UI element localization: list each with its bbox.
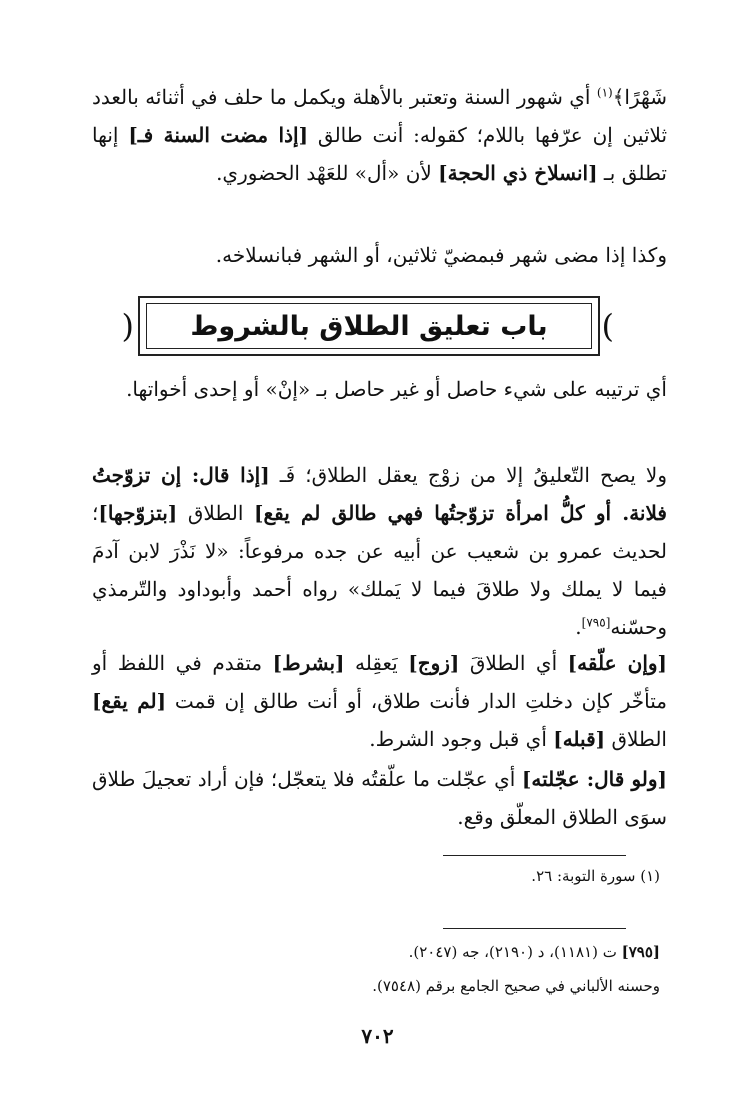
footnote-divider-2 <box>443 928 626 929</box>
paragraph-5-text-d: الطلاق <box>605 727 667 751</box>
paragraph-2: وكذا إذا مضى شهر فبمضيّ ثلاثين، أو الشهر فبانسلاخه. <box>215 243 667 267</box>
matn-phrase-1: [إذا مضت السنة فـ] <box>128 123 309 147</box>
paragraph-5 <box>92 644 667 758</box>
ornament-left: ( <box>121 307 134 345</box>
footnote-3: وحسنه الألباني في صحيح الجامع برقم (٧٥٤٨). <box>372 977 660 995</box>
ornament-right: ) <box>601 307 614 345</box>
matn-phrase-4: [بتزوّجها] <box>98 501 178 525</box>
paragraph-6-text: أي عجّلت ما علّقتُه فلا يتعجّل؛ فإن أراد تعجيلَ طلاق سوَى الطلاق المعلّق وقع. <box>92 767 667 829</box>
chapter-title: باب تعليق الطلاق بالشروط <box>190 310 548 342</box>
page-number: ٧٠٢ <box>361 1024 394 1048</box>
hadith-reference-marker[interactable]: [٧٩٥] <box>581 615 611 630</box>
chapter-title-frame <box>121 296 614 356</box>
footnote-divider-1 <box>443 855 626 856</box>
paragraph-6 <box>92 760 667 836</box>
footnote-2-text: ت (١١٨١)، د (٢١٩٠)، جه (٢٠٤٧). <box>408 943 622 961</box>
matn-phrase-6: [زوج] <box>408 651 460 675</box>
paragraph-5-text-b: يَعقِله <box>344 651 409 675</box>
footnote-2 <box>409 940 660 964</box>
footnote-2-ref: [٧٩٥] <box>621 943 660 961</box>
footnote-marker-1[interactable]: (١) <box>596 85 613 100</box>
matn-phrase-8: [لم يقع] <box>92 689 167 713</box>
matn-phrase-7: [بشرط] <box>272 651 345 675</box>
matn-phrase-10: [ولو قال: عجّلته] <box>521 767 667 791</box>
matn-phrase-3: [إذا قال: إن تزوّجتُ فلانة. أو كلُّ امرأة تزوّجتُها فهي طالق لم يقع] <box>92 463 667 525</box>
paragraph-4-text-b: الطلاق <box>177 501 254 525</box>
quran-fragment: شَهْرًا﴾ <box>612 85 667 109</box>
paragraph-5-text-a: أي الطلاقَ <box>459 651 568 675</box>
paragraph-5-text-e: أي قبل وجود الشرط. <box>369 727 554 751</box>
paragraph-5-text-c: متقدم في اللفظ أو متأخّر كإن دخلتِ الدار فأنت طلاق، أو أنت طالق إن قمت <box>92 651 667 713</box>
footnote-1: (١) سورة التوبة: ٢٦. <box>531 867 660 885</box>
paragraph-1-text-b: إنها تطلق بـ <box>92 123 667 185</box>
matn-phrase-2: [انسلاخ ذي الحجة] <box>438 161 598 185</box>
matn-phrase-5: [وإن علّقه] <box>567 651 668 675</box>
paragraph-1 <box>92 78 667 192</box>
paragraph-3: أي ترتيبه على شيء حاصل أو غير حاصل بـ «إنْ» أو إحدى أخواتها. <box>126 377 667 401</box>
paragraph-4-text-c: ؛ لحديث عمرو بن شعيب عن أبيه عن جده مرفوعاً: «لا نَذْرَ لابن آدمَ فيما لا يملك ولا طلاقَ فيما لا يَملك» رواه أحمد وأبوداود والتّرمذي وحسّنه <box>92 501 667 639</box>
paragraph-4-text-d: . <box>575 615 582 639</box>
paragraph-1-text-a: أي شهور السنة وتعتبر بالأهلة ويكمل ما حلف في أثنائه بالعدد ثلاثين إن عرّفها باللام؛ كقوله: أنت طالق <box>92 85 668 147</box>
paragraph-4-text-a: ولا يصح التّعليقُ إلا من زوْج يعقل الطلاق؛ فَـ <box>269 463 667 487</box>
paragraph-4 <box>92 456 667 646</box>
matn-phrase-9: [قبله] <box>553 727 606 751</box>
paragraph-1-text-c: لأن «أل» للعَهْد الحضوري. <box>216 161 439 185</box>
